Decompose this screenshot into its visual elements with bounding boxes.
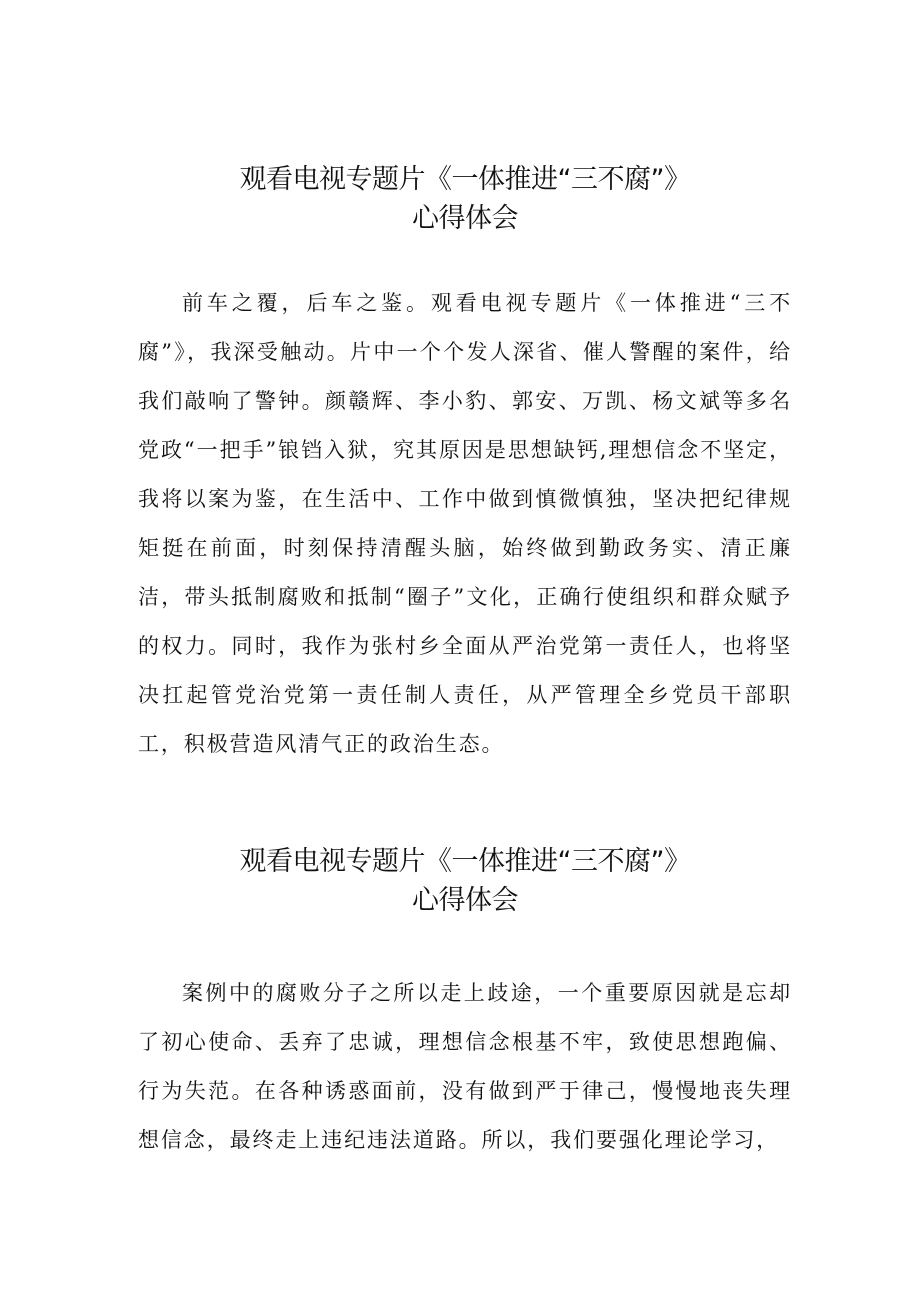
article-body: 前车之覆，后车之鉴。观看电视专题片《一体推进“三不腐”》，我深受触动。片中一个个发人深省、催人警醒的案件，给我们敲响了警钟。颜赣辉、李小豹、郭安、万凯、杨文斌等多名党政“一把手”锒铛入狱，究其原因是思想缺钙,理想信念不坚定，我将以案为鉴，在生活中、工作中做到慎微慎独，坚决把纪律规矩挺在前面，时刻保持清醒头脑，始终做到勤政务实、清正廉洁，带头抵制腐败和抵制“圈子”文化，正确行使组织和群众赋予的权力。同时，我作为张村乡全面从严治党第一责任人，也将坚决扛起管党治党第一责任制人责任，从严管理全乡党员干部职工，积极营造风清气正的政治生态。	[138, 291, 792, 756]
article-title-line-1: 观看电视专题片《一体推进“三不腐”》	[239, 164, 691, 195]
article-1	[138, 160, 792, 769]
article-title	[138, 842, 792, 920]
article-title	[138, 160, 792, 238]
article-body: 案例中的腐败分子之所以走上歧途，一个重要原因就是忘却了初心使命、丢弃了忠诚，理想信念根基不牢，致使思想跑偏、行为失范。在各种诱惑面前，没有做到严于律己，慢慢地丧失理想信念，最终走上违纪违法道路。所以，我们要强化理论学习，	[138, 981, 792, 1152]
article-title-line-2: 心得体会	[412, 203, 518, 234]
article-title-line-2: 心得体会	[412, 885, 518, 916]
article-title-line-1: 观看电视专题片《一体推进“三不腐”》	[239, 846, 691, 877]
article-2	[138, 842, 792, 1165]
